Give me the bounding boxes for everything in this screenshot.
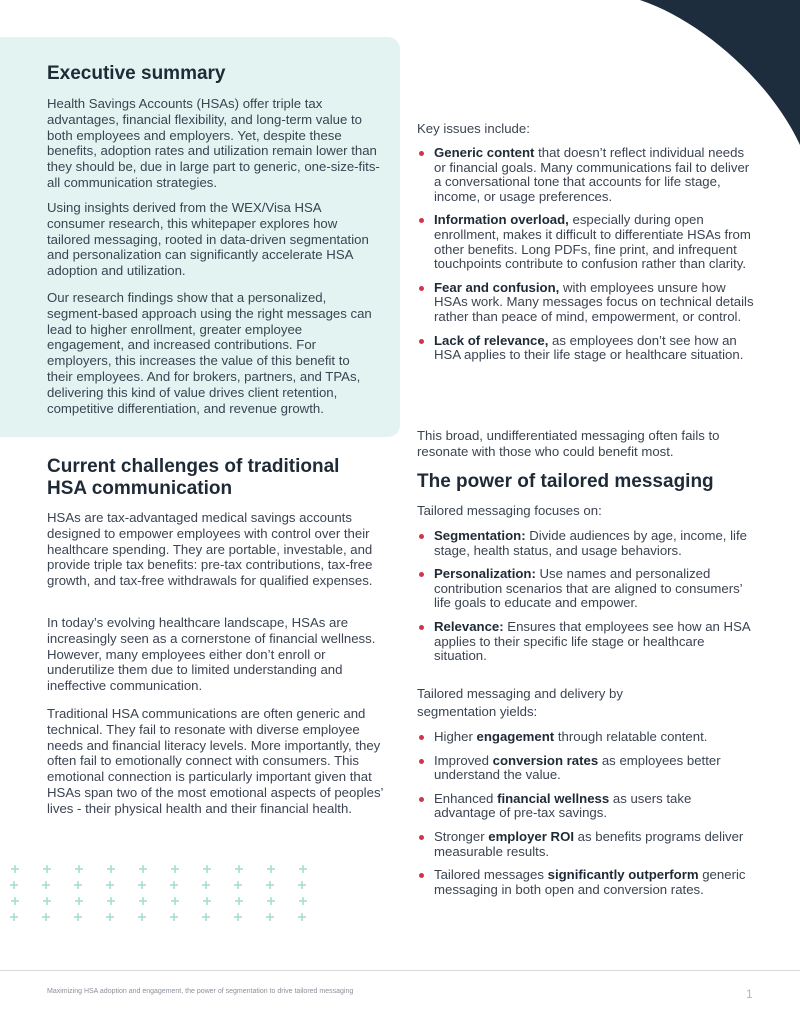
plus-mark (202, 881, 210, 889)
challenges-paragraph-2: In today’s evolving healthcare landscape, HSAs are increasingly seen as a cornerstone of financial wellness. However, many employees either don’t enroll or underutilize them due to limited understanding and ineffective communication. (47, 615, 376, 694)
list-item: Fear and confusion, with employees unsure how HSAs work. Many messages focus on technical details rather than peace of mind, empowerment, or control. (417, 281, 757, 325)
footer-text: Maximizing HSA adoption and engagement, the power of segmentation to drive tailored messaging (47, 988, 354, 995)
challenges-paragraph-1: HSAs are tax-advantaged medical savings accounts designed to empower employees with control over their healthcare spending. They are portable, investable, and provide triple tax benefits: pre-tax contributions, tax-free growth, and tax-free withdrawals for qualified expenses. (47, 510, 373, 589)
plus-mark (106, 913, 114, 921)
executive-summary-title: Executive summary (47, 63, 226, 84)
list-item: Segmentation: Divide audiences by age, income, life stage, health status, and usage behaviors. (417, 529, 757, 558)
key-issues-intro: Key issues include: (417, 121, 530, 136)
plus-mark (42, 881, 50, 889)
list-item: Lack of relevance, as employees don’t see how an HSA applies to their life stage or healthcare situation. (417, 334, 757, 363)
list-item: Information overload, especially during open enrollment, makes it difficult to differentiate HSAs from other benefits. Long PDFs, fine print, and infrequent touchpoints contribute to confusion rather than clarity. (417, 213, 757, 271)
list-item: Tailored messages significantly outperform generic messaging in both open and conversion rates. (417, 868, 747, 897)
list-item: Improved conversion rates as employees better understand the value. (417, 754, 747, 783)
challenges-title: Current challenges of traditional HSA communication (47, 456, 340, 499)
yields-intro: Tailored messaging and delivery by segmentation yields: (417, 686, 623, 719)
plus-mark (138, 913, 146, 921)
plus-mark (266, 881, 274, 889)
plus-mark (11, 897, 19, 905)
page-number: 1 (746, 987, 753, 1001)
exec-paragraph-2: Using insights derived from the WEX/Visa HSA consumer research, this whitepaper explores how tailored messaging, rooted in data-driven segmentation and personalization can significantly accelerate HSA adoption and utilization. (47, 200, 369, 279)
plus-mark (139, 897, 147, 905)
plus-mark (170, 913, 178, 921)
plus-mark (139, 865, 147, 873)
plus-mark (10, 913, 18, 921)
plus-mark (171, 897, 179, 905)
focuses-list (417, 529, 757, 673)
exec-paragraph-3: Our research findings show that a personalized, segment-based approach using the right messages can lead to higher enrollment, greater employee engagement, and increased contributions. For employers, this increases the value of this benefit to their employees. And for brokers, partners, and TPAs, delivering this kind of value drives client retention, competitive differentiation, and revenue growth. (47, 290, 372, 416)
plus-mark (138, 881, 146, 889)
plus-mark (299, 865, 307, 873)
plus-mark (107, 865, 115, 873)
plus-mark (11, 865, 19, 873)
plus-mark (106, 881, 114, 889)
plus-mark (299, 897, 307, 905)
plus-mark (75, 897, 83, 905)
plus-mark (75, 865, 83, 873)
plus-mark (43, 897, 51, 905)
plus-mark (267, 897, 275, 905)
plus-mark (235, 865, 243, 873)
yields-list (417, 730, 747, 906)
list-item: Enhanced financial wellness as users take advantage of pre-tax savings. (417, 792, 747, 821)
key-issues-list (417, 146, 757, 372)
plus-mark (266, 913, 274, 921)
broad-messaging-text: This broad, undifferentiated messaging often fails to resonate with those who could benefit most. (417, 428, 720, 459)
exec-paragraph-1: Health Savings Accounts (HSAs) offer triple tax advantages, financial flexibility, and long-term value to both employees and employers. Yet, despite these benefits, adoption rates and utilization remain lower than they should be, due in large part to generic, one-size-fits-all communication strategies. (47, 96, 380, 190)
power-of-tailored-messaging-title: The power of tailored messaging (417, 471, 714, 492)
plus-mark (298, 881, 306, 889)
plus-mark (267, 865, 275, 873)
plus-mark (235, 897, 243, 905)
plus-mark (42, 913, 50, 921)
plus-mark (74, 913, 82, 921)
plus-mark (203, 865, 211, 873)
list-item: Higher engagement through relatable content. (417, 730, 747, 745)
footer-divider (0, 970, 800, 971)
plus-mark (234, 881, 242, 889)
plus-pattern-decoration (0, 860, 330, 930)
plus-mark (234, 913, 242, 921)
list-item: Personalization: Use names and personalized contribution scenarios that are aligned to consumers’ life goals to educate and empower. (417, 567, 757, 611)
plus-mark (107, 897, 115, 905)
focuses-intro: Tailored messaging focuses on: (417, 503, 602, 518)
plus-mark (171, 865, 179, 873)
list-item: Stronger employer ROI as benefits programs deliver measurable results. (417, 830, 747, 859)
list-item: Relevance: Ensures that employees see how an HSA applies to their specific life stage or healthcare situation. (417, 620, 757, 664)
plus-mark (202, 913, 210, 921)
plus-mark (203, 897, 211, 905)
plus-mark (170, 881, 178, 889)
list-item: Generic content that doesn’t reflect individual needs or financial goals. Many communications fail to deliver a conversational tone that accounts for life stage, income, or usage preferences. (417, 146, 757, 204)
plus-mark (43, 865, 51, 873)
plus-mark (74, 881, 82, 889)
plus-mark (298, 913, 306, 921)
plus-mark (10, 881, 18, 889)
challenges-paragraph-3: Traditional HSA communications are often generic and technical. They fail to resonate with diverse employee needs and financial literacy levels. More importantly, they often fail to emotionally connect with consumers. This emotional connection is particularly important given that HSAs span two of the most emotional aspects of peoples’ lives - their physical health and their financial health. (47, 706, 383, 816)
